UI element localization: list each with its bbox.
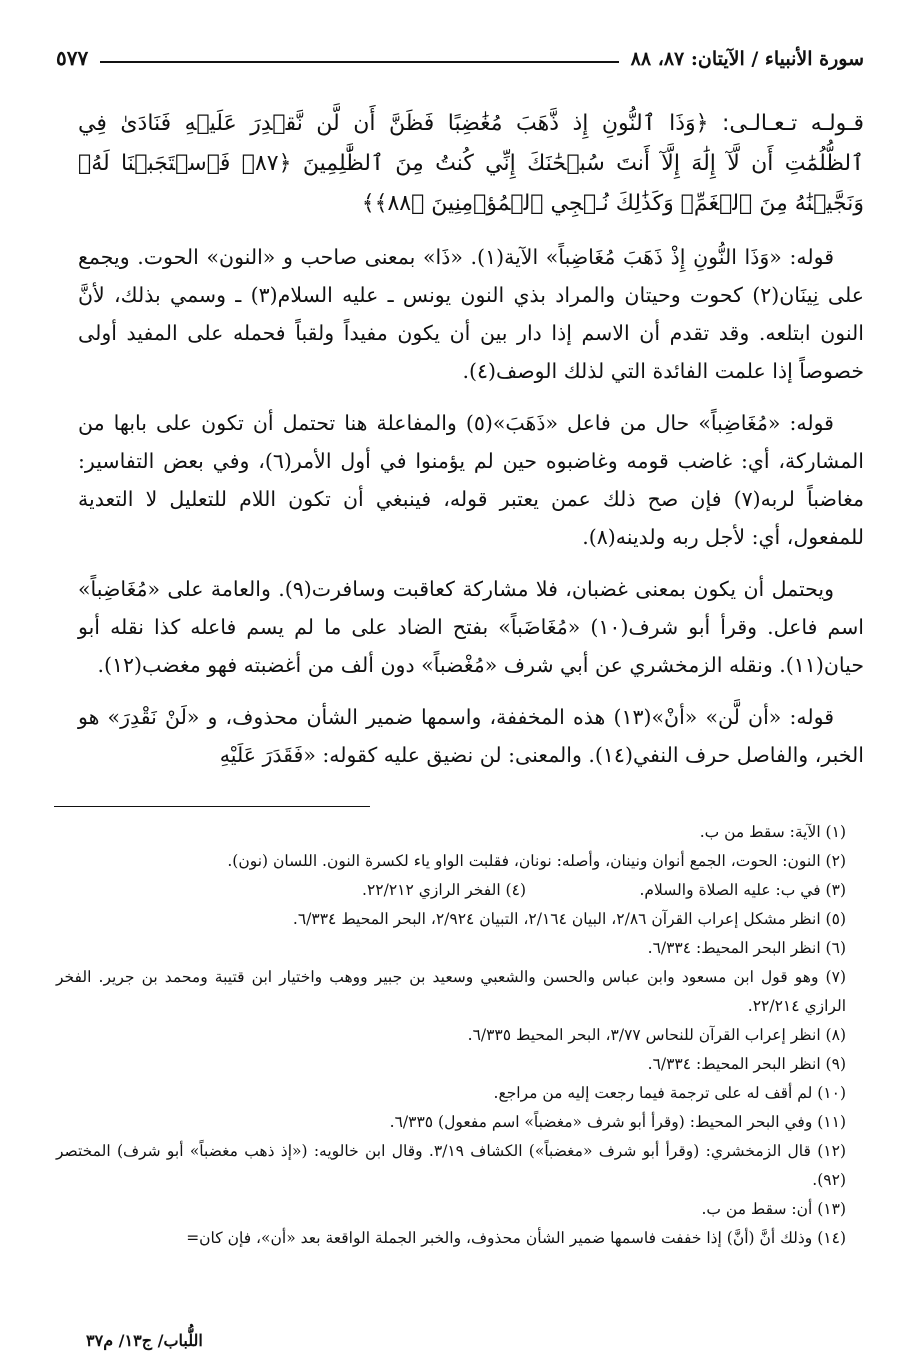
footnote-12: (١٢) قال الزمخشري: (وقرأ أبو شرف «مغضباً») الكشاف ٣/١٩. وقال ابن خالويه: («إذ ذهب مغضباً» أبو شرف) المختصر (٩٢). bbox=[56, 1142, 846, 1189]
footnote-5: (٥) انظر مشكل إعراب القرآن ٢/٨٦، البيان ٢/١٦٤، التبيان ٢/٩٢٤، البحر المحيط ٦/٣٣٤. bbox=[292, 910, 846, 928]
footnotes bbox=[56, 818, 864, 1253]
footnote-2: (٢) النون: الحوت، الجمع أنوان ونينان، وأصله: نونان، فقلبت الواو ياء لكسرة النون. اللسان (نون). bbox=[227, 852, 846, 870]
quran-verse: قـولـه تـعـالـى: ﴿وَذَا ٱلنُّونِ إِذ ذَّهَبَ مُغَٰضِبًا فَظَنَّ أَن لَّن نَّقۡدِرَ عَلَيۡهِ فَنَادَىٰ فِي ٱلظُّلُمَٰتِ أَن لَّآ إِلَٰهَ إِلَّآ أَنتَ سُبۡحَٰنَكَ إِنِّي كُنتُ مِنَ ٱلظَّٰلِمِينَ ﴿٨٧﴾ فَٱسۡتَجَبۡنَا لَهُۥ وَنَجَّيۡنَٰهُ مِنَ ٱلۡغَمِّۚ وَكَذَٰلِكَ نُـۨجِي ٱلۡمُؤۡمِنِينَ ﴿٨٨﴾﴾ bbox=[78, 111, 864, 216]
footnote-10: (١٠) لم أقف له على ترجمة فيما رجعت إليه من مراجع. bbox=[493, 1084, 846, 1102]
footnote-6: (٦) انظر البحر المحيط: ٦/٣٣٤. bbox=[647, 939, 846, 957]
footnote-3: (٣) في ب: عليه الصلاة والسلام. bbox=[639, 881, 846, 899]
paragraph-3: ويحتمل أن يكون بمعنى غضبان، فلا مشاركة كعاقبت وسافرت(٩). والعامة على «مُغَاضِباً» اسم فاعل. وقرأ أبو شرف(١٠) «مُغَاضَباً» بفتح الضاد على ما لم يسم فاعله كذا نقله أبو حيان(١١). ونقله الزمخشري عن أبي شرف «مُغْضباً» دون ألف من أغضبته فهو مغضب(١٢). bbox=[78, 577, 864, 677]
footnote-13: (١٣) أن: سقط من ب. bbox=[701, 1200, 846, 1218]
paragraph-4: قوله: «أن لَّن» «أنْ»(١٣) هذه المخففة، واسمها ضمير الشأن محذوف، و «لَنْ نَقْدِرَ» هو الخبر، والفاصل حرف النفي(١٤). والمعنى: لن نضيق عليه كقوله: «فَقَدَرَ عَلَيْهِ bbox=[78, 705, 864, 767]
footnote-row-3-4 bbox=[56, 876, 864, 905]
paragraph-2: قوله: «مُغَاضِباً» حال من فاعل «ذَهَبَ»(٥) والمفاعلة هنا تحتمل أن تكون على بابها من المشاركة، أي: غاضب قومه وغاضبوه حين لم يؤمنوا في أول الأمر(٦)، وفي بعض التفاسير: مغاضباً لربه(٧) فإن صح ذلك عمن يعتبر قوله، فينبغي أن تكون اللام للتعليل لا التعدية للمفعول، أي: لأجل ربه ولدينه(٨). bbox=[78, 411, 864, 549]
signature-mark: اللُّباب/ ج١٣/ م٣٧ bbox=[86, 1331, 203, 1350]
footnote-8: (٨) انظر إعراب القرآن للنحاس ٣/٧٧، البحر المحيط ٦/٣٣٥. bbox=[467, 1026, 846, 1044]
paragraph-1: قوله: «وَذَا النُّونِ إِذْ ذَهَبَ مُغَاضِباً» الآية(١). «ذَا» بمعنى صاحب و «النون» الحوت. ويجمع على نِينَان(٢) كحوت وحيتان والمراد بذي النون يونس ـ عليه السلام(٣) ـ وسمي بذلك، لأنَّ النون ابتلعه. وقد تقدم أن الاسم إذا دار بين أن يكون مفيداً ولقباً فحمله على المفيد أولى خصوصاً إذا علمت الفائدة التي لذلك الوصف(٤). bbox=[78, 245, 864, 383]
running-title: سورة الأنبياء / الآيتان: ٨٧، ٨٨ bbox=[630, 48, 864, 70]
page-header bbox=[56, 38, 864, 72]
page-number: ٥٧٧ bbox=[56, 46, 89, 70]
footnote-11: (١١) وفي البحر المحيط: (وقرأ أبو شرف «مغضباً» اسم مفعول) ٦/٣٣٥. bbox=[389, 1113, 846, 1131]
footnote-14: (١٤) وذلك أنَّ (أنَّ) إذا خففت فاسمها ضمير الشأن محذوف، والخبر الجملة الواقعة بعد «أن»، فإن كان= bbox=[186, 1229, 846, 1247]
footnote-1: (١) الآية: سقط من ب. bbox=[699, 823, 846, 841]
footnote-9: (٩) انظر البحر المحيط: ٦/٣٣٤. bbox=[647, 1055, 846, 1073]
footnote-separator bbox=[54, 806, 370, 807]
header-rule bbox=[100, 61, 618, 63]
main-text bbox=[78, 104, 864, 774]
footnote-4: (٤) الفخر الرازي ٢٢/٢١٢. bbox=[362, 881, 526, 899]
footnote-7: (٧) وهو قول ابن مسعود وابن عباس والحسن والشعبي وسعيد بن جبير ووهب واختيار ابن قتيبة ومحمد بن جرير. الفخر الرازي ٢٢/٢١٤. bbox=[56, 968, 846, 1015]
